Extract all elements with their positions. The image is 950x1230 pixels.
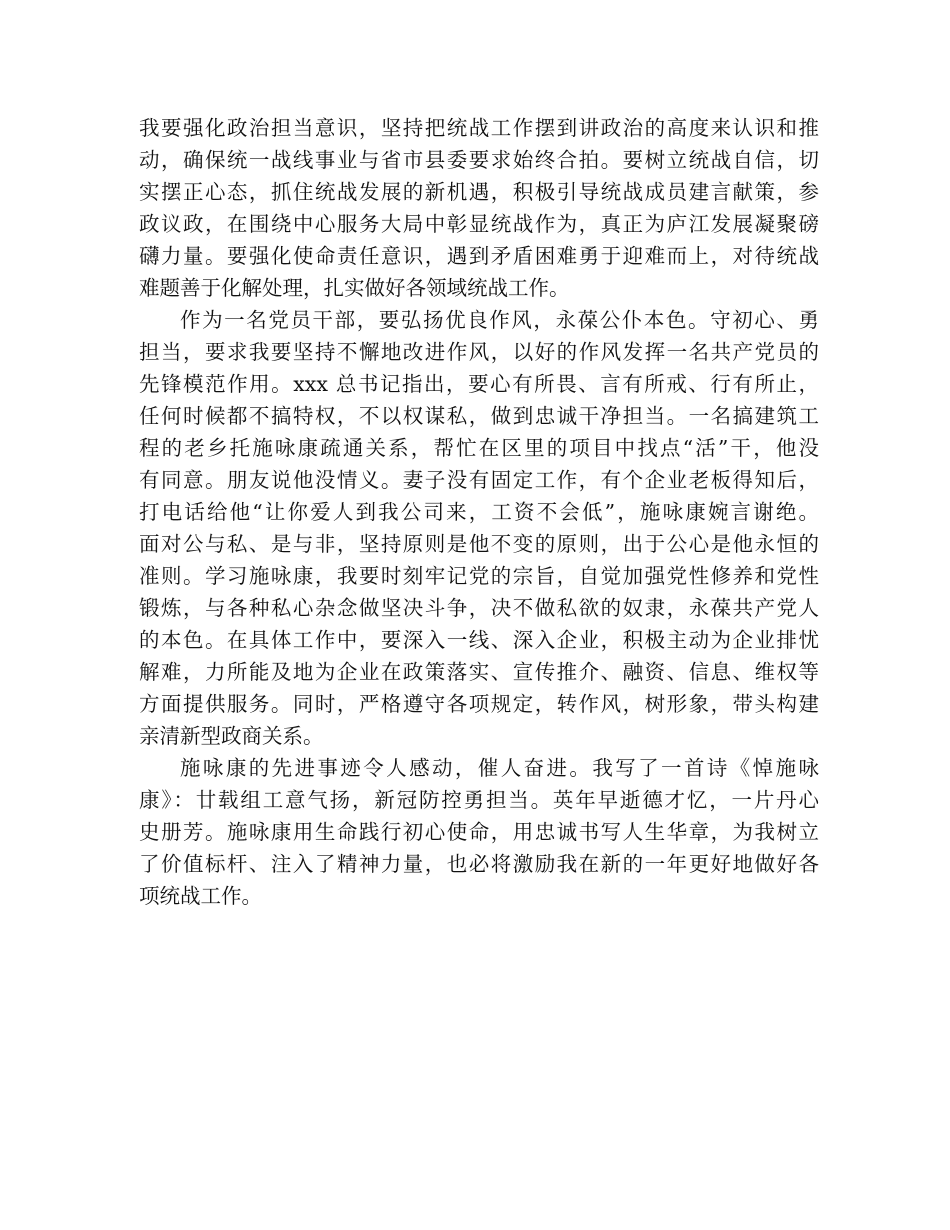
text-line: 有同意。朋友说他没情义。妻子没有固定工作，有个企业老板得知后， (139, 468, 819, 492)
paragraph-3 (139, 752, 819, 912)
text-line: 任何时候都不搞特权，不以权谋私，做到忠诚干净担当。一名搞建筑工 (139, 404, 819, 428)
text-line: 实摆正心态，抓住统战发展的新机遇，积极引导统战成员建言献策，参 (139, 180, 819, 204)
text-line: 史册芳。施咏康用生命践行初心使命，用忠诚书写人生华章，为我树立 (139, 820, 819, 844)
text-line: 难题善于化解处理，扎实做好各领域统战工作。 (139, 276, 570, 300)
text-line: 打电话给他“让你爱人到我公司来，工资不会低”，施咏康婉言谢绝。 (139, 500, 819, 524)
text-line: 动，确保统一战线事业与省市县委要求始终合拍。要树立统战自信，切 (139, 148, 819, 172)
text-line: 作为一名党员干部，要弘扬优良作风，永葆公仆本色。守初心、勇 (180, 308, 819, 332)
text-line: 担当，要求我要坚持不懈地改进作风，以好的作风发挥一名共产党员的 (139, 340, 819, 364)
text-line: 准则。学习施咏康，我要时刻牢记党的宗旨，自觉加强党性修养和党性 (139, 564, 819, 588)
paragraph-1 (139, 112, 819, 304)
paragraph-2 (139, 304, 819, 752)
text-line: 礴力量。要强化使命责任意识，遇到矛盾困难勇于迎难而上，对待统战 (139, 244, 819, 268)
text-line: 康》：廿载组工意气扬，新冠防控勇担当。英年早逝德才忆，一片丹心 (139, 788, 819, 812)
text-line: 项统战工作。 (139, 884, 262, 908)
document-body (139, 112, 819, 912)
text-line: 先锋模范作用。xxx 总书记指出，要心有所畏、言有所戒、行有所止， (139, 372, 819, 396)
text-line: 亲清新型政商关系。 (139, 724, 324, 748)
text-line: 政议政，在围绕中心服务大局中彰显统战作为，真正为庐江发展凝聚磅 (139, 212, 819, 236)
text-line: 了价值标杆、注入了精神力量，也必将激励我在新的一年更好地做好各 (139, 852, 819, 876)
text-line: 施咏康的先进事迹令人感动，催人奋进。我写了一首诗《悼施咏 (180, 756, 819, 780)
text-line: 程的老乡托施咏康疏通关系，帮忙在区里的项目中找点“活”干，他没 (139, 436, 819, 460)
text-line: 锻炼，与各种私心杂念做坚决斗争，决不做私欲的奴隶，永葆共产党人 (139, 596, 819, 620)
text-line: 面对公与私、是与非，坚持原则是他不变的原则，出于公心是他永恒的 (139, 532, 819, 556)
text-line: 我要强化政治担当意识，坚持把统战工作摆到讲政治的高度来认识和推 (139, 116, 819, 140)
text-line: 方面提供服务。同时，严格遵守各项规定，转作风，树形象，带头构建 (139, 692, 819, 716)
text-line: 解难，力所能及地为企业在政策落实、宣传推介、融资、信息、维权等 (139, 660, 819, 684)
text-line: 的本色。在具体工作中，要深入一线、深入企业，积极主动为企业排忧 (139, 628, 819, 652)
